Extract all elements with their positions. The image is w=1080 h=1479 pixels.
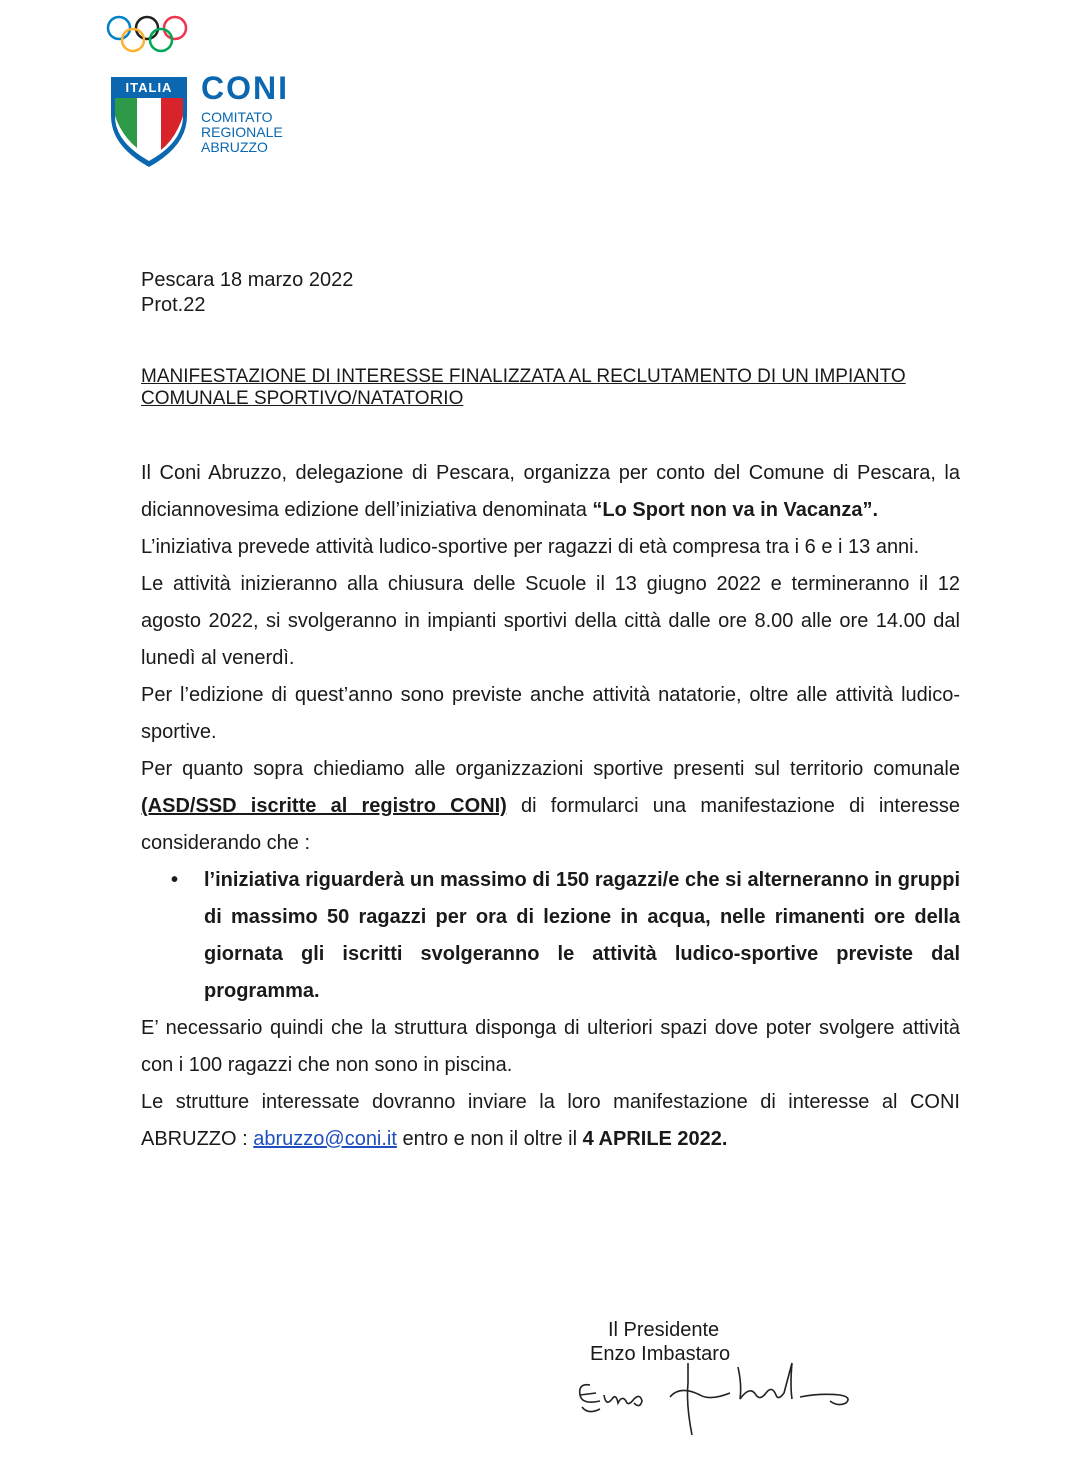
paragraph-age: L’iniziativa prevede attività ludico-sportive per ragazzi di età compresa tra i 6 e i 13 anni.	[141, 536, 920, 558]
italia-label: ITALIA	[125, 80, 173, 95]
coni-logo	[105, 14, 305, 174]
deadline-date: 4 APRILE 2022.	[582, 1128, 728, 1150]
paragraph-dates: Le attività inizieranno alla chiusura delle Scuole il 13 giugno 2022 e termineranno il 12 agosto 2022, si svolgeranno in impianti sportivi della città dalle ore 8.00 alle ore 14.00 dal lunedì al venerdì.	[141, 573, 960, 669]
signer-name: Enzo Imbastaro	[590, 1343, 731, 1365]
signer-role: Il Presidente	[608, 1319, 720, 1341]
place-date: Pescara 18 marzo 2022	[141, 269, 354, 291]
protocol-number: Prot.22	[141, 294, 206, 316]
paragraph-request: Per quanto sopra chiediamo alle organizzazioni sportive presenti sul territorio comunale (ASD/SSD iscritte al registro CONI) di formularci una manifestazione di interesse considerando che :	[141, 758, 961, 854]
letter-body	[141, 455, 960, 1158]
letter-subject: MANIFESTAZIONE DI INTERESSE FINALIZZATA AL RECLUTAMENTO DI UN IMPIANTO COMUNALE SPORTIVO/NATATORIO	[141, 366, 906, 409]
handwritten-signature	[570, 1355, 860, 1445]
bullet-item: • l’iniziativa riguarderà un massimo di 150 ragazzi/e che si alterneranno in gruppi di massimo 50 ragazzi per ora di lezione in acqua, nelle rimanenti ore della giornata gli iscritti svolgeranno le attività ludico-sportive previste dal programma.	[141, 862, 960, 1010]
org-name: CONI	[201, 70, 289, 106]
paragraph-deadline: Le strutture interessate dovranno inviare la loro manifestazione di interesse al CONI ABRUZZO : abruzzo@coni.it entro e non il oltre il 4 APRILE 2022.	[141, 1091, 960, 1150]
initiative-name: “Lo Sport non va in Vacanza”.	[592, 499, 878, 521]
registry-requirement: (ASD/SSD iscritte al registro CONI)	[141, 795, 507, 817]
org-subtitle-line: ABRUZZO	[201, 139, 268, 155]
bullet-icon: •	[171, 869, 179, 891]
org-subtitle	[201, 110, 331, 155]
paragraph-swimming: Per l’edizione di quest’anno sono previste anche attività natatorie, oltre alle attività ludico-sportive.	[141, 684, 960, 743]
org-subtitle-line: REGIONALE	[201, 124, 283, 140]
letter-meta	[141, 268, 353, 318]
paragraph-spaces: E’ necessario quindi che la struttura disponga di ulteriori spazi dove poter svolgere attività con i 100 ragazzi che non sono in piscina.	[141, 1017, 960, 1076]
olympic-rings-icon	[105, 14, 191, 56]
paragraph-intro: Il Coni Abruzzo, delegazione di Pescara, organizza per conto del Comune di Pescara, la diciannovesima edizione dell’iniziativa denominata “Lo Sport non va in Vacanza”.	[141, 462, 960, 521]
org-subtitle-line: COMITATO	[201, 109, 273, 125]
italia-shield-icon	[110, 76, 188, 168]
email-link[interactable]: abruzzo@coni.it	[253, 1128, 397, 1150]
